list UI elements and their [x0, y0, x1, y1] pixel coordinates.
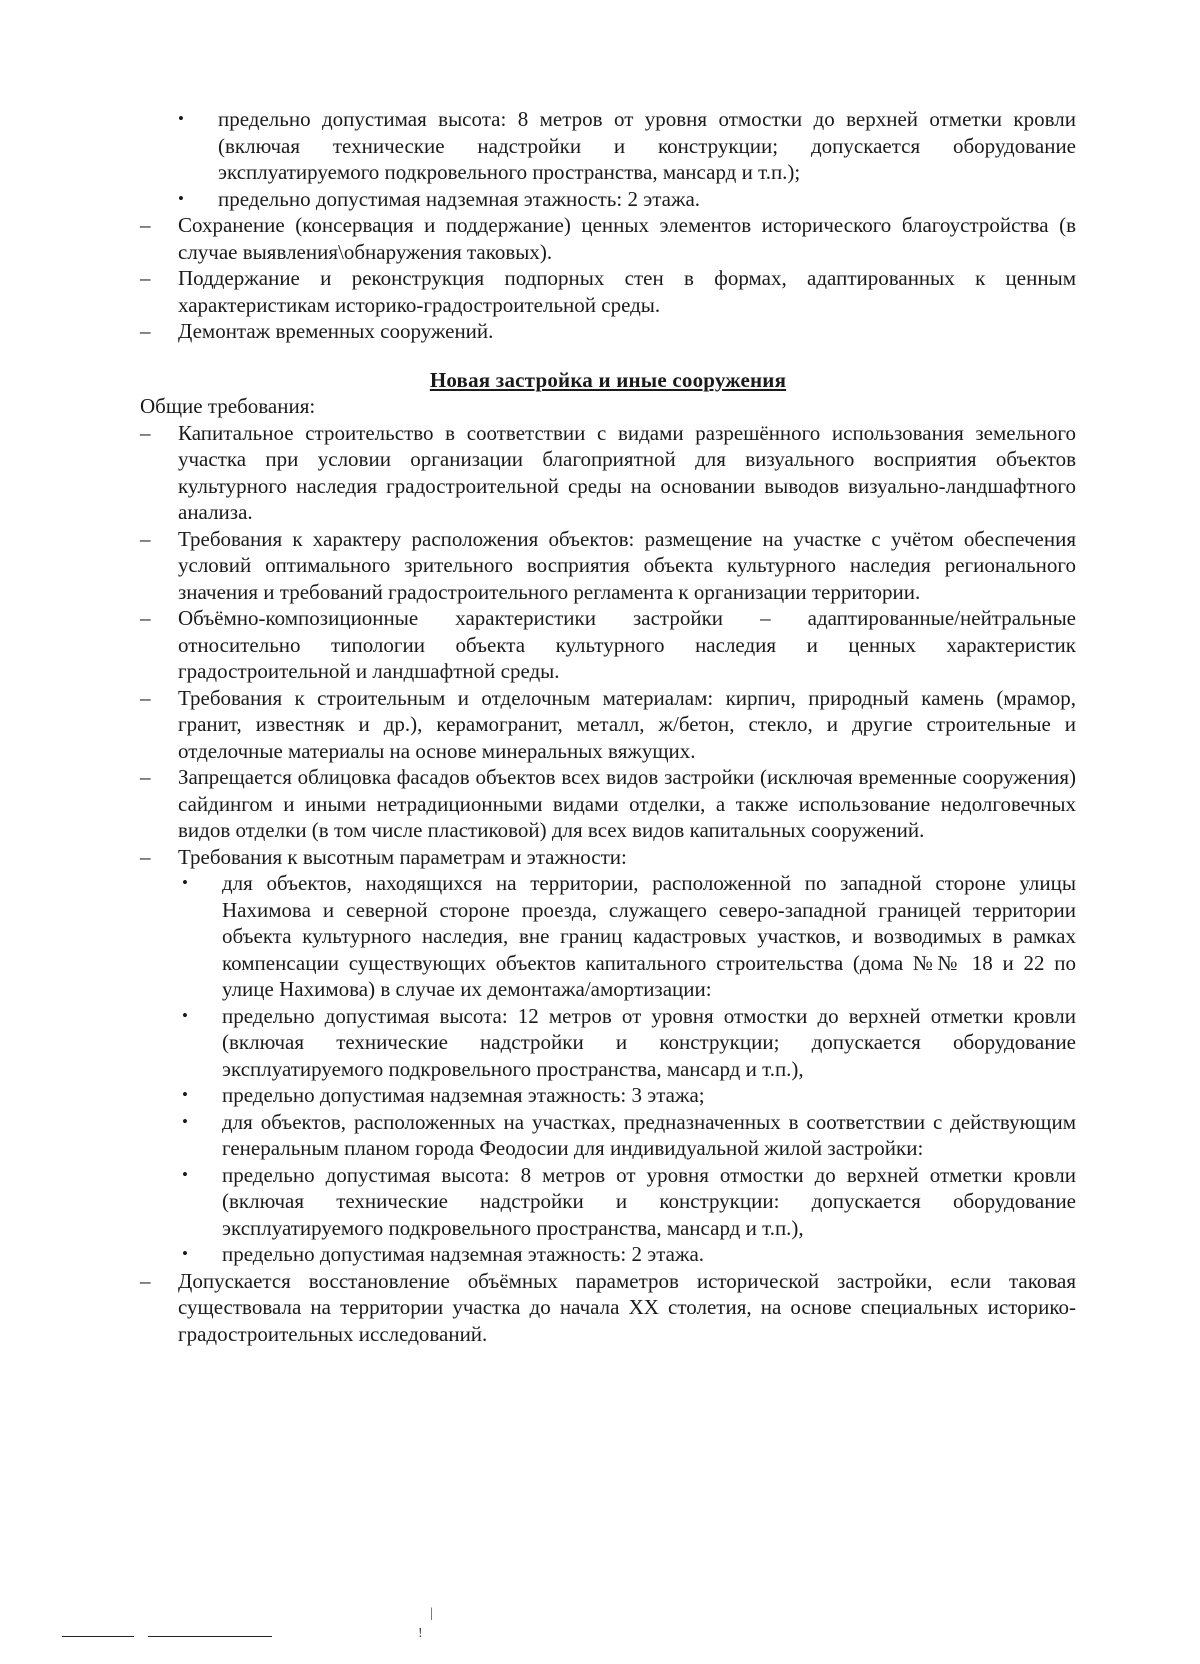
dash-icon: – [140, 266, 151, 290]
dash-icon: – [140, 685, 151, 710]
bullet-item [140, 1162, 1076, 1242]
dash-item [140, 420, 1076, 526]
general-requirements-label: Общие требования: [140, 394, 316, 418]
dash-text: Сохранение (консервация и поддержание) ценных элементов исторического благоустройства (в случае выявления\обнаружения таковых). [178, 213, 1076, 264]
dash-icon: – [140, 606, 151, 630]
bullet-item [140, 870, 1076, 1003]
bullet-item [140, 1082, 1076, 1109]
dash-text: Капитальное строительство в соответствии с видами разрешённого использования земельного участка при условии организации благоприятной для визуального восприятия объектов культурного наследия градостроительной среды на основании выводов визуально-ландшафтного анализа. [178, 420, 1076, 524]
bullet-text: предельно допустимая надземная этажность: 2 этажа. [222, 1242, 705, 1266]
footer-mark: ! [418, 1626, 423, 1641]
bullet-item [140, 1003, 1076, 1083]
bullet-text: для объектов, находящихся на территории, расположенной по западной стороне улицы Нахимова и северной стороне проезда, служащего северо-западной границей территории объекта культурного наследия, вне границ кадастровых участков, и возводимых в рамках компенсации существующих объектов капитального строительства (дома №№ 18 и 22 по улице Нахимова) в случае их демонтажа/амортизации: [222, 871, 1076, 1001]
dash-text: Объёмно-композиционные характеристики застройки – адаптированные/нейтральные относительно типологии объекта культурного наследия и ценных характеристик градостроительной и ландшафтной среды. [178, 606, 1076, 683]
bullet-text: предельно допустимая надземная этажность: 2 этажа. [218, 186, 701, 211]
bullet-icon: • [178, 109, 184, 128]
dash-icon: – [140, 1268, 151, 1293]
dash-item [140, 764, 1076, 844]
bullet-item [140, 186, 1076, 213]
dash-item [140, 1268, 1076, 1348]
bullet-text: предельно допустимая высота: 8 метров от уровня отмостки до верхней отметки кровли (включая технические надстройки и конструкции: допускается оборудование эксплуатируемого подкровельного пространства, мансард и т.п.), [222, 1162, 1076, 1240]
footer-mark: | [430, 1606, 433, 1621]
dash-text: Поддержание и реконструкция подпорных стен в формах, адаптированных к ценным характеристикам историко-градостроительной среды. [178, 266, 1076, 317]
bullet-item [140, 1241, 1076, 1268]
dash-item [140, 318, 1076, 345]
dash-item [140, 265, 1076, 318]
dash-icon: – [140, 526, 151, 551]
dash-icon: – [140, 420, 151, 445]
bullet-item [140, 106, 1076, 186]
bullet-text: для объектов, расположенных на участках, предназначенных в соответствии с действующим генеральным планом города Феодосии для индивидуальной жилой застройки: [222, 1109, 1076, 1160]
dash-icon: – [140, 319, 151, 343]
bullet-icon: • [182, 1111, 188, 1131]
document-body [140, 106, 1076, 1347]
footer-rule [62, 1636, 134, 1637]
dash-icon: – [140, 213, 151, 237]
bullet-text: предельно допустимая высота: 8 метров от уровня отмостки до верхней отметки кровли (включая технические надстройки и конструкции; допускается оборудование эксплуатируемого подкровельного пространства, мансард и т.п.); [218, 107, 1076, 184]
dash-text: Допускается восстановление объёмных параметров исторической застройки, если таковая существовала на территории участка до начала XX столетия, на основе специальных историко-градостроительных исследований. [178, 1268, 1076, 1346]
dash-item [140, 212, 1076, 265]
dash-text: Запрещается облицовка фасадов объектов всех видов застройки (исключая временные сооружения) сайдингом и иными нетрадиционными видами отделки, а также использование недолговечных видов отделки (в том числе пластиковой) для всех видов капитальных сооружений. [178, 765, 1076, 842]
bullet-text: предельно допустимая высота: 12 метров от уровня отмостки до верхней отметки кровли (включая технические надстройки и конструкции; допускается оборудование эксплуатируемого подкровельного пространства, мансард и т.п.), [222, 1003, 1076, 1081]
dash-icon: – [140, 844, 151, 869]
dash-text: Требования к характеру расположения объектов: размещение на участке с учётом обеспечения условий оптимального зрительного восприятия объекта культурного наследия регионального значения и требований градостроительного регламента к организации территории. [178, 526, 1076, 604]
dash-item [140, 526, 1076, 606]
dash-text: Требования к строительным и отделочным материалам: кирпич, природный камень (мрамор, гранит, известняк и др.), керамогранит, металл, ж/бетон, стекло, и другие строительные и отделочные материалы на основе минеральных вяжущих. [178, 685, 1076, 763]
dash-item [140, 685, 1076, 765]
bullet-icon: • [178, 188, 184, 208]
dash-item [140, 605, 1076, 685]
bullet-text: предельно допустимая надземная этажность: 3 этажа; [222, 1083, 705, 1107]
dash-text: Демонтаж временных сооружений. [178, 319, 494, 343]
dash-icon: – [140, 765, 151, 789]
dash-item [140, 844, 1076, 871]
bullet-item [140, 1109, 1076, 1162]
bullet-icon: • [182, 1085, 188, 1104]
section-heading: Новая застройка и иные сооружения [429, 367, 787, 392]
dash-text: Требования к высотным параметрам и этажности: [178, 844, 627, 869]
bullet-icon: • [182, 873, 188, 892]
bullet-icon: • [182, 1164, 188, 1184]
bullet-icon: • [182, 1244, 188, 1263]
footer-rule [148, 1636, 272, 1637]
bullet-icon: • [182, 1005, 188, 1025]
